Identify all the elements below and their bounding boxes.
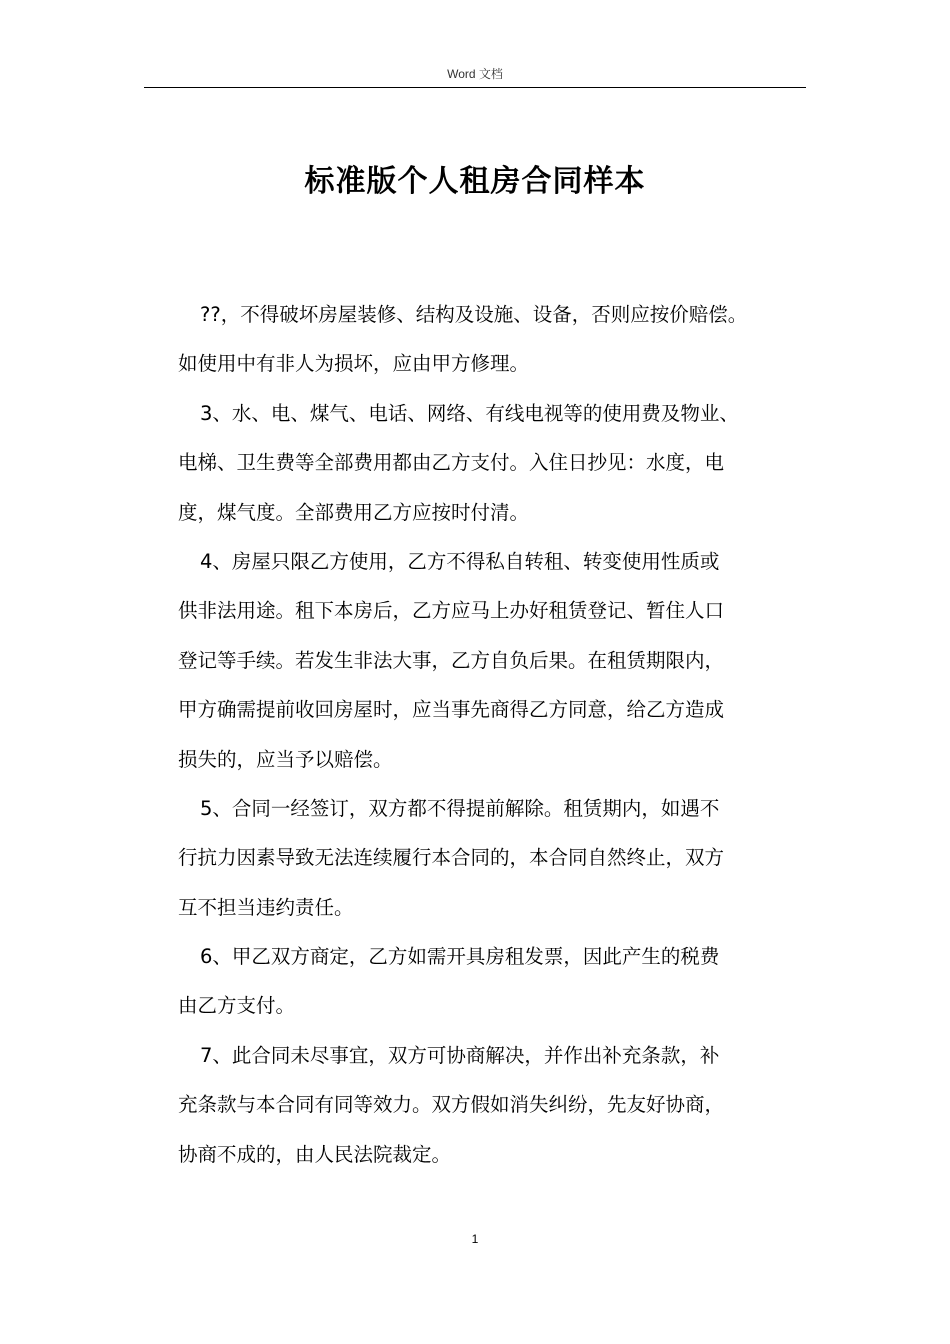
page-number: 1 <box>471 1232 479 1246</box>
body-line: 电梯、卫生费等全部费用都由乙方支付。入住日抄见：水度，电 <box>178 451 725 475</box>
body-line: 损失的，应当予以赔偿。 <box>178 747 393 771</box>
body-line: 协商不成的，由人民法院裁定。 <box>178 1142 452 1166</box>
body-line: 5、合同一经签订，双方都不得提前解除。租赁期内，如遇不 <box>200 796 720 820</box>
body-line: 如使用中有非人为损坏，应由甲方修理。 <box>178 352 530 376</box>
body-line: 甲方确需提前收回房屋时，应当事先商得乙方同意，给乙方造成 <box>178 698 725 722</box>
body-line: ??，不得破坏房屋装修、结构及设施、设备，否则应按价赔偿。 <box>200 303 748 326</box>
document-body <box>178 290 810 1179</box>
document-title: 标准版个人租房合同样本 <box>304 164 646 199</box>
body-line: 3、水、电、煤气、电话、网络、有线电视等的使用费及物业、 <box>200 401 739 425</box>
header-divider <box>144 87 806 88</box>
body-line: 行抗力因素导致无法连续履行本合同的，本合同自然终止，双方 <box>178 846 725 870</box>
body-line: 互不担当违约责任。 <box>178 895 354 919</box>
body-line: 度，煤气度。全部费用乙方应按时付清。 <box>178 500 530 524</box>
body-line: 4、房屋只限乙方使用，乙方不得私自转租、转变使用性质或 <box>200 549 720 573</box>
body-line: 由乙方支付。 <box>178 994 296 1018</box>
body-line: 登记等手续。若发生非法大事，乙方自负后果。在租赁期限内， <box>178 648 725 672</box>
page-header: Word 文档 <box>447 67 503 81</box>
body-line: 供非法用途。租下本房后，乙方应马上办好租赁登记、暂住人口 <box>178 599 725 623</box>
body-line: 充条款与本合同有同等效力。双方假如消失纠纷，先友好协商， <box>178 1093 725 1117</box>
body-line: 7、此合同未尽事宜，双方可协商解决，并作出补充条款，补 <box>200 1043 720 1067</box>
body-line: 6、甲乙双方商定，乙方如需开具房租发票，因此产生的税费 <box>200 945 720 969</box>
